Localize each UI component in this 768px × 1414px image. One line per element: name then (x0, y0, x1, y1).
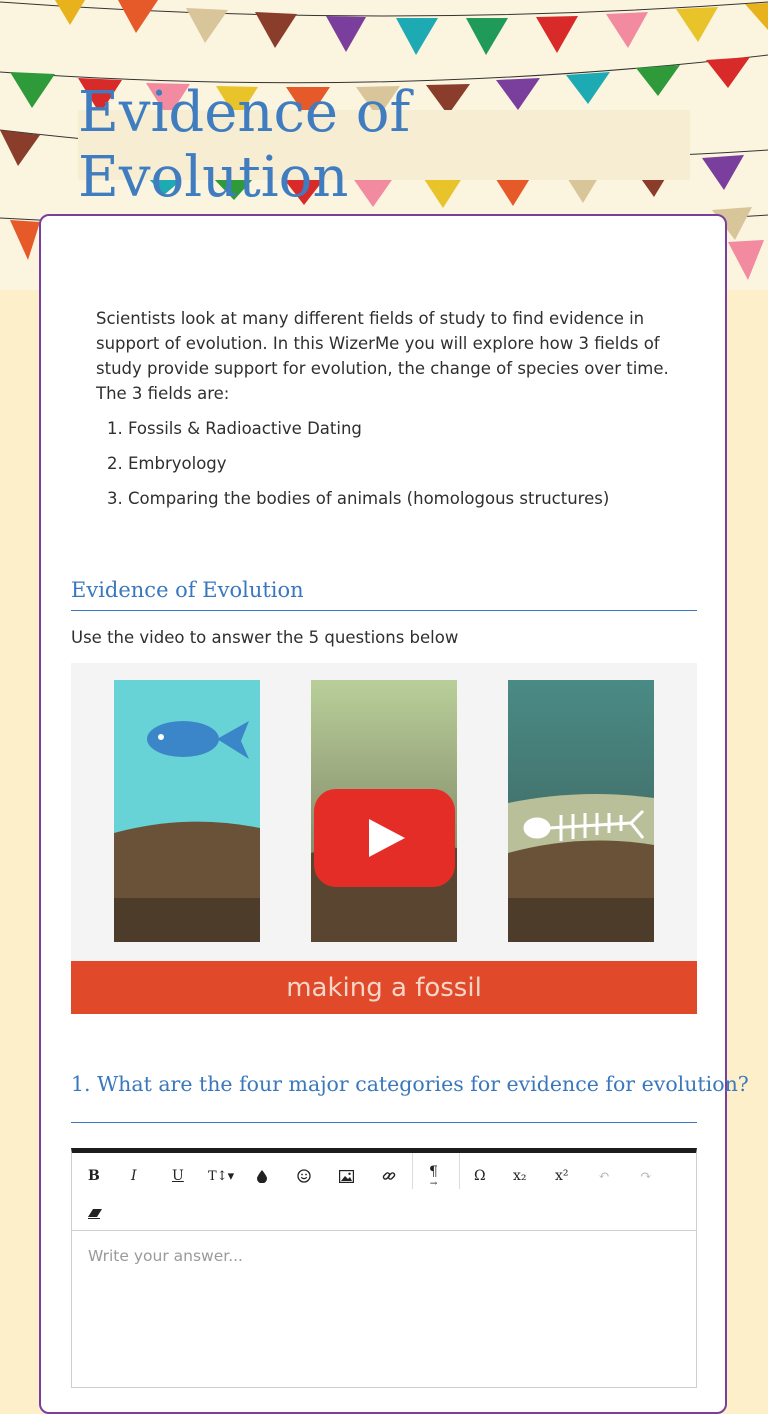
intro-text (96, 306, 686, 521)
undo-icon[interactable]: ↶ (598, 1168, 610, 1184)
video-instructions: Use the video to answer the 5 questions below (71, 628, 459, 647)
answer-editor[interactable] (71, 1148, 697, 1388)
toolbar-divider (459, 1153, 460, 1189)
italic-button[interactable]: I (131, 1168, 137, 1184)
title-box (78, 80, 690, 210)
bold-button[interactable]: B (88, 1168, 100, 1184)
text-size-button[interactable]: T↕▾ (208, 1168, 235, 1184)
toolbar-divider (412, 1153, 413, 1189)
intro-paragraph: Scientists look at many different fields of study to find evidence in support of evolution. In this WizerMe you will explore how 3 fields of study provide support for evolution, the change of species over time. The 3 fields are: (96, 309, 669, 403)
list-item: 1. Fossils & Radioactive Dating (128, 416, 686, 441)
image-icon[interactable] (339, 1165, 354, 1187)
list-item: 3. Comparing the bodies of animals (homologous structures) (128, 486, 686, 511)
underline-button[interactable]: U (172, 1168, 184, 1184)
link-icon[interactable] (382, 1165, 396, 1187)
section-heading: Evidence of Evolution (71, 578, 697, 611)
superscript-button[interactable]: x² (555, 1168, 569, 1184)
redo-icon[interactable]: ↷ (640, 1168, 652, 1184)
fields-list (96, 416, 686, 511)
subscript-button[interactable]: x₂ (513, 1168, 527, 1184)
video-caption: making a fossil (286, 973, 482, 1003)
answer-input[interactable]: Write your answer... (88, 1247, 243, 1265)
question-1: 1. What are the four major categories for evidence for evolution? (71, 1072, 697, 1123)
list-item: 2. Embryology (128, 451, 686, 476)
page-title: Evidence of Evolution (78, 80, 411, 210)
paragraph-icon: ¶ (429, 1164, 438, 1180)
editor-toolbar (72, 1153, 696, 1231)
paragraph-button[interactable] (429, 1165, 438, 1187)
video-thumbnail (71, 663, 697, 1014)
video-player[interactable] (71, 663, 697, 1014)
arrow-right-icon: → (429, 1179, 438, 1189)
eraser-icon[interactable] (88, 1203, 102, 1225)
droplet-icon[interactable] (257, 1165, 267, 1187)
omega-button[interactable]: Ω (474, 1168, 486, 1184)
smiley-icon[interactable] (297, 1165, 311, 1187)
